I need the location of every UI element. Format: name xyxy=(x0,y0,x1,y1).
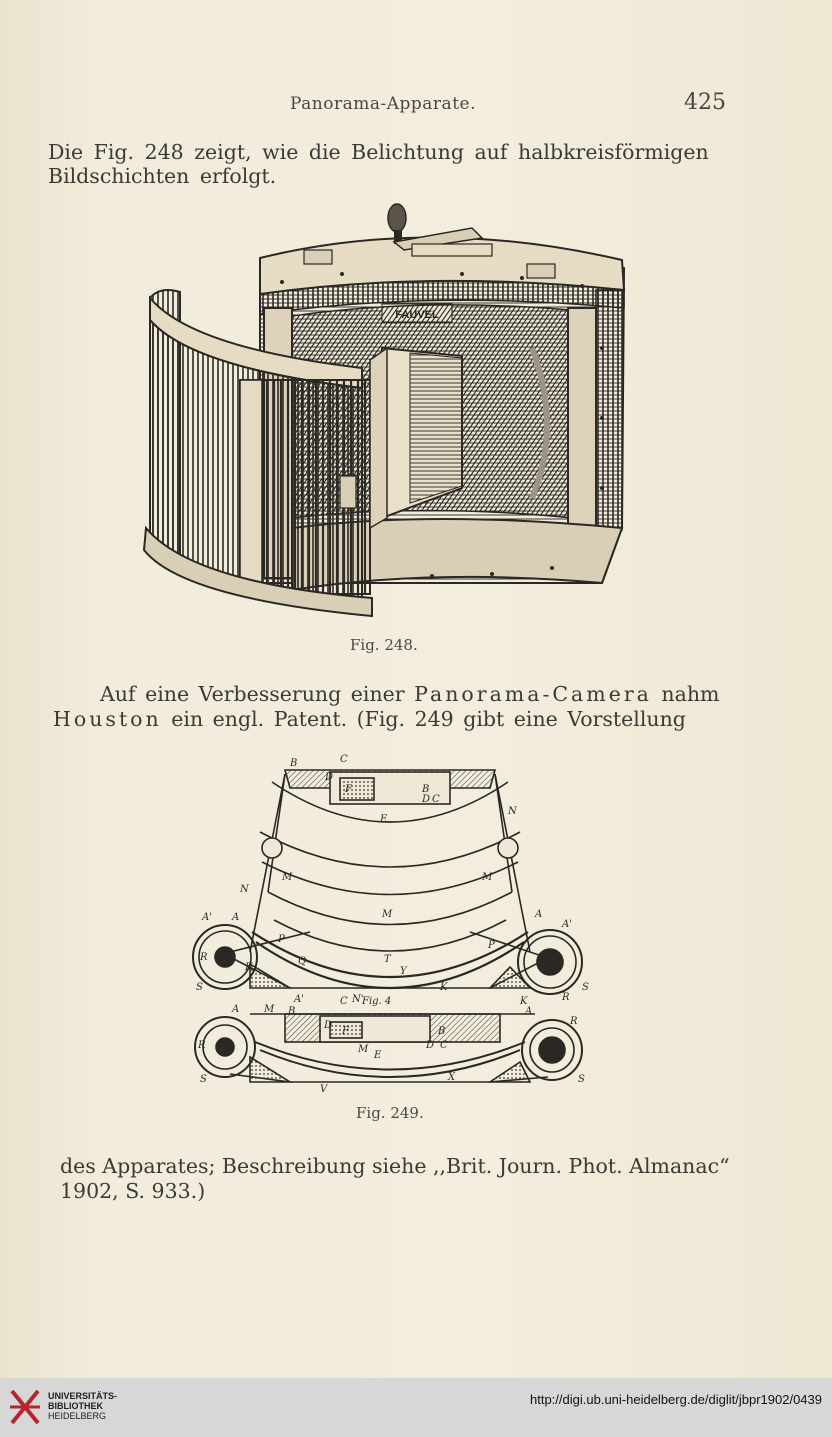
body-line-3-part-a: Auf eine Verbesserung einer xyxy=(100,682,415,706)
diagram-label-R-left: R xyxy=(200,952,208,963)
diagram-label-P-right: P xyxy=(488,940,495,951)
diagram-label-S-bottom-left: S xyxy=(200,1074,207,1085)
diagram-label-R-lower-left: R xyxy=(198,1040,206,1051)
diagram-label-M-bottom: M xyxy=(358,1044,369,1055)
diagram-label-A-lower-left: A xyxy=(232,1004,240,1015)
diagram-label-C-top: C xyxy=(340,754,348,765)
body-line-3 xyxy=(100,682,719,706)
diagram-label-E-lower: E xyxy=(374,1050,382,1061)
diagram-label-A-prime-bottom: A' xyxy=(294,994,304,1005)
library-name-line-2: BIBLIOTHEK xyxy=(48,1401,103,1411)
diagram-label-A-right: A xyxy=(535,909,543,920)
body-line-4-part-b: ein engl. Patent. (Fig. 249 gibt eine Vorstellung xyxy=(161,707,686,731)
diagram-label-E-top: E xyxy=(380,814,388,825)
diagram-label-V: V xyxy=(320,1084,328,1095)
diagram-label-B-right: B xyxy=(422,784,430,795)
body-line-1: Die Fig. 248 zeigt, wie die Belichtung auf halbkreisförmigen xyxy=(48,140,709,164)
diagram-label-A-left: A xyxy=(232,912,240,923)
diagram-label-X: X xyxy=(448,1072,456,1083)
digitization-footer-bar xyxy=(0,1378,832,1437)
diagram-label-C-right: C xyxy=(432,794,440,805)
body-line-2: Bildschichten erfolgt. xyxy=(48,164,277,188)
diagram-label-N-left: N xyxy=(240,884,249,895)
diagram-label-C-lower: C xyxy=(340,996,348,1007)
diagram-label-R-right: R xyxy=(562,992,570,1003)
diagram-label-N-prime: N' xyxy=(352,994,364,1005)
diagram-label-S-left: S xyxy=(196,982,203,993)
diagram-label-P-left: P xyxy=(278,934,285,945)
diagram-label-C-lower-right: C xyxy=(440,1040,448,1051)
body-line-3-spaced: Panorama-Camera xyxy=(414,682,652,706)
diagram-label-B-lower: B xyxy=(288,1006,296,1017)
library-name xyxy=(48,1391,117,1421)
figure-249-diagram xyxy=(190,752,600,1102)
diagram-label-M-lower: M xyxy=(264,1004,275,1015)
diagram-label-D-lower-right: D xyxy=(426,1040,435,1051)
diagram-label-F-top: F xyxy=(345,784,352,795)
diagram-label-S-bottom-right: S xyxy=(578,1074,585,1085)
diagram-label-N-right: N xyxy=(508,806,517,817)
diagram-label-R-lower-right: R xyxy=(570,1016,578,1027)
diagram-label-K-bottom-right: K xyxy=(520,996,528,1007)
body-line-5: des Apparates; Beschreibung siehe ,,Brit. Journ. Phot. Almanac“ xyxy=(60,1154,730,1178)
diagram-label-A-prime-right: A' xyxy=(562,919,572,930)
diagram-label-B-top: B xyxy=(290,758,298,769)
library-name-line-1: UNIVERSITÄTS- xyxy=(48,1391,118,1401)
diagram-inner-figure-label: Fig. 4 xyxy=(362,996,392,1007)
diagram-label-Q: Q xyxy=(298,956,307,967)
running-head: Panorama-Apparate. xyxy=(290,94,476,114)
page-number: 425 xyxy=(684,90,726,115)
diagram-label-D-top: D xyxy=(325,772,334,783)
diagram-label-S-right: S xyxy=(582,982,589,993)
diagram-label-Y: Y xyxy=(400,966,407,977)
body-line-3-part-b: nahm xyxy=(651,682,720,706)
diagram-label-A-prime-left: A' xyxy=(202,912,212,923)
diagram-label-T: T xyxy=(384,954,391,965)
figure-249-caption: Fig. 249. xyxy=(356,1104,424,1122)
body-line-4 xyxy=(53,707,686,731)
figure-248-camera-illustration xyxy=(132,198,632,618)
diagram-label-D-right: D xyxy=(422,794,431,805)
diagram-label-A-lower-right: A xyxy=(525,1006,533,1017)
figure-248-caption: Fig. 248. xyxy=(350,636,418,654)
body-line-4-spaced: Houston xyxy=(53,707,162,731)
diagram-label-F-lower: F xyxy=(342,1026,349,1037)
diagram-label-D-lower: D xyxy=(324,1020,333,1031)
diagram-label-M-right: M xyxy=(482,872,493,883)
diagram-label-B-lower-right: B xyxy=(438,1026,446,1037)
diagram-label-K-right: K xyxy=(440,982,448,993)
permalink-url[interactable]: http://digi.ub.uni-heidelberg.de/diglit/jbpr1902/0439 xyxy=(530,1392,822,1407)
diagram-label-M-left: M xyxy=(282,872,293,883)
diagram-label-M-center: M xyxy=(382,909,393,920)
body-line-6: 1902, S. 933.) xyxy=(60,1179,206,1203)
library-name-line-3: HEIDELBERG xyxy=(48,1411,107,1421)
library-logo-icon[interactable] xyxy=(8,1387,42,1427)
diagram-label-K-left: K xyxy=(245,962,253,973)
